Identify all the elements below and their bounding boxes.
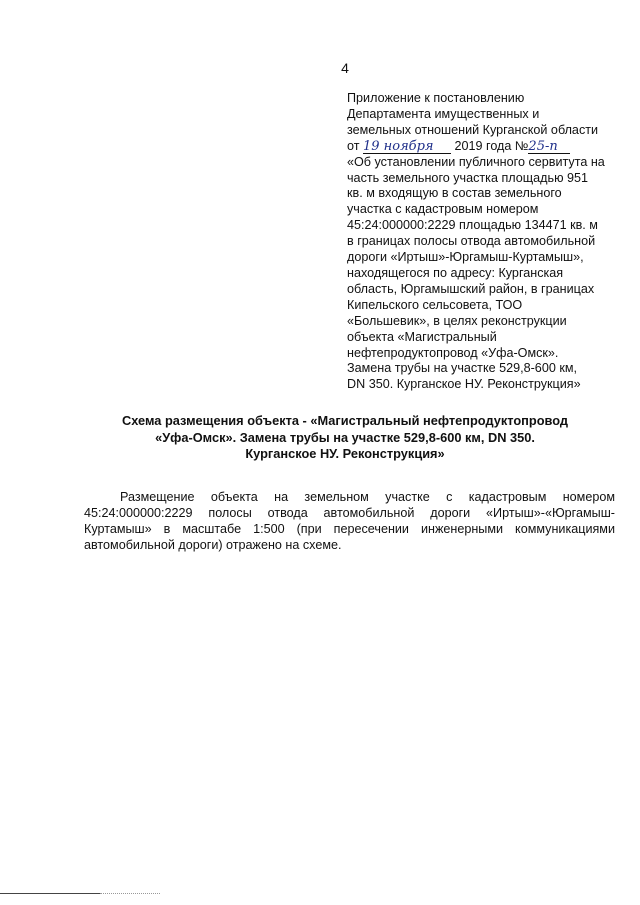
appendix-line: Приложение к постановлению [347,91,525,105]
decree-line: DN 350. Курганское НУ. Реконструкция» [347,377,581,392]
date-prefix: от [347,138,363,153]
footer-divider-dotted [100,893,160,894]
handwritten-number: 25-п [528,140,570,154]
decree-date-line [347,139,617,155]
decree-line: объекта «Магистральный [347,329,497,344]
appendix-line: Департамента имущественных и [347,106,540,121]
decree-line: находящегося по адресу: Курганская [347,265,564,280]
decree-line: Кипельского сельсовета, ТОО [347,297,523,312]
title-line: Курганское НУ. Реконструкция» [245,446,445,461]
footer-divider [0,893,100,894]
decree-line: в границах полосы отвода автомобильной [347,234,596,249]
date-year: 2019 года № [451,138,529,153]
body-paragraph: Размещение объекта на земельном участке с кадастровым номером 45:24:000000:2229 полосы отвода автомобильной дороги «Иртыш»-«Юргамыш-Куртамыш» в масштабе 1:500 (при пересечении инженерными коммуникациями автомобильной дороги) отражено на схеме. [84,490,615,552]
body-text [84,489,615,553]
appendix-line: земельных отношений Курганской области [347,122,599,137]
handwritten-date: 19 ноября [363,140,451,154]
appendix-block [347,91,617,393]
title-line: Схема размещения объекта - «Магистральный нефтепродуктопровод [121,413,568,428]
decree-line: кв. м входящую в состав земельного [347,186,562,201]
decree-line: участка с кадастровым номером [347,202,539,217]
decree-line: «Об установлении публичного сервитута на [347,154,605,169]
decree-line: часть земельного участка площадью 951 [347,170,589,185]
decree-line: нефтепродуктопровод «Уфа-Омск». [347,345,559,360]
title-line: «Уфа-Омск». Замена трубы на участке 529,8-600 км, DN 350. [155,429,535,445]
decree-line: дороги «Иртыш»-Юргамыш-Куртамыш», [347,250,584,265]
decree-line: область, Юргамышский район, в границах [347,281,595,296]
decree-line: Замена трубы на участке 529,8-600 км, [347,361,577,376]
decree-line: «Большевик», в целях реконструкции [347,313,567,328]
document-title [100,413,590,463]
decree-line: 45:24:000000:2229 площадью 134471 кв. м [347,218,598,233]
page-number: 4 [341,60,349,76]
